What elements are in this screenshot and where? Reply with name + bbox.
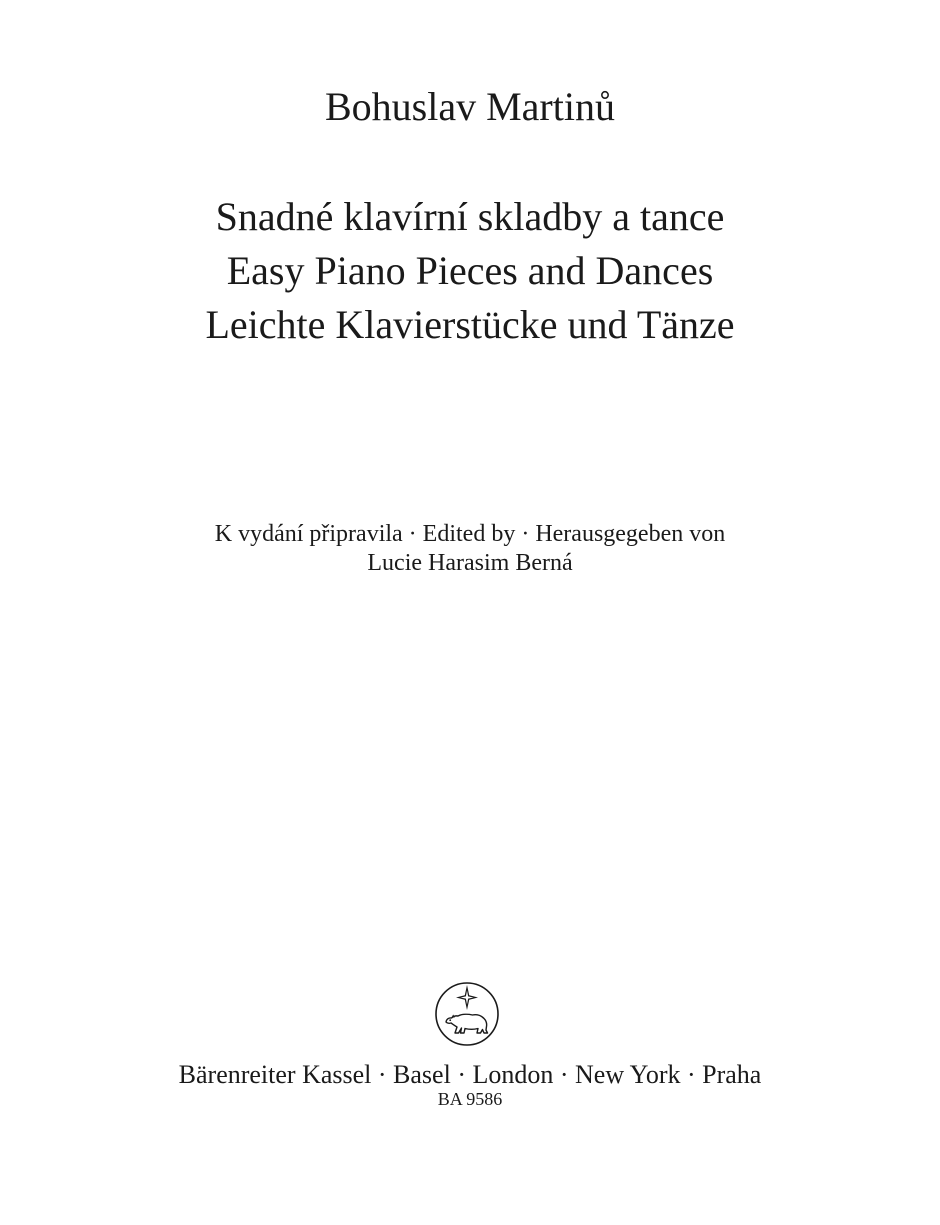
title-czech: Snadné klavírní skladby a tance [215,194,725,239]
title-german: Leichte Klavierstücke und Tänze [205,302,735,347]
baerenreiter-logo-icon [434,981,500,1047]
editor-caption: K vydání připravila · Edited by · Herausgegeben von [214,521,726,547]
editor-name: Lucie Harasim Berná [367,550,573,576]
publisher-cities: Bärenreiter Kassel · Basel · London · New York · Praha [178,1060,762,1089]
catalog-number: BA 9586 [437,1089,503,1109]
title-english: Easy Piano Pieces and Dances [226,248,714,293]
composer-name: Bohuslav Martinů [325,84,615,129]
